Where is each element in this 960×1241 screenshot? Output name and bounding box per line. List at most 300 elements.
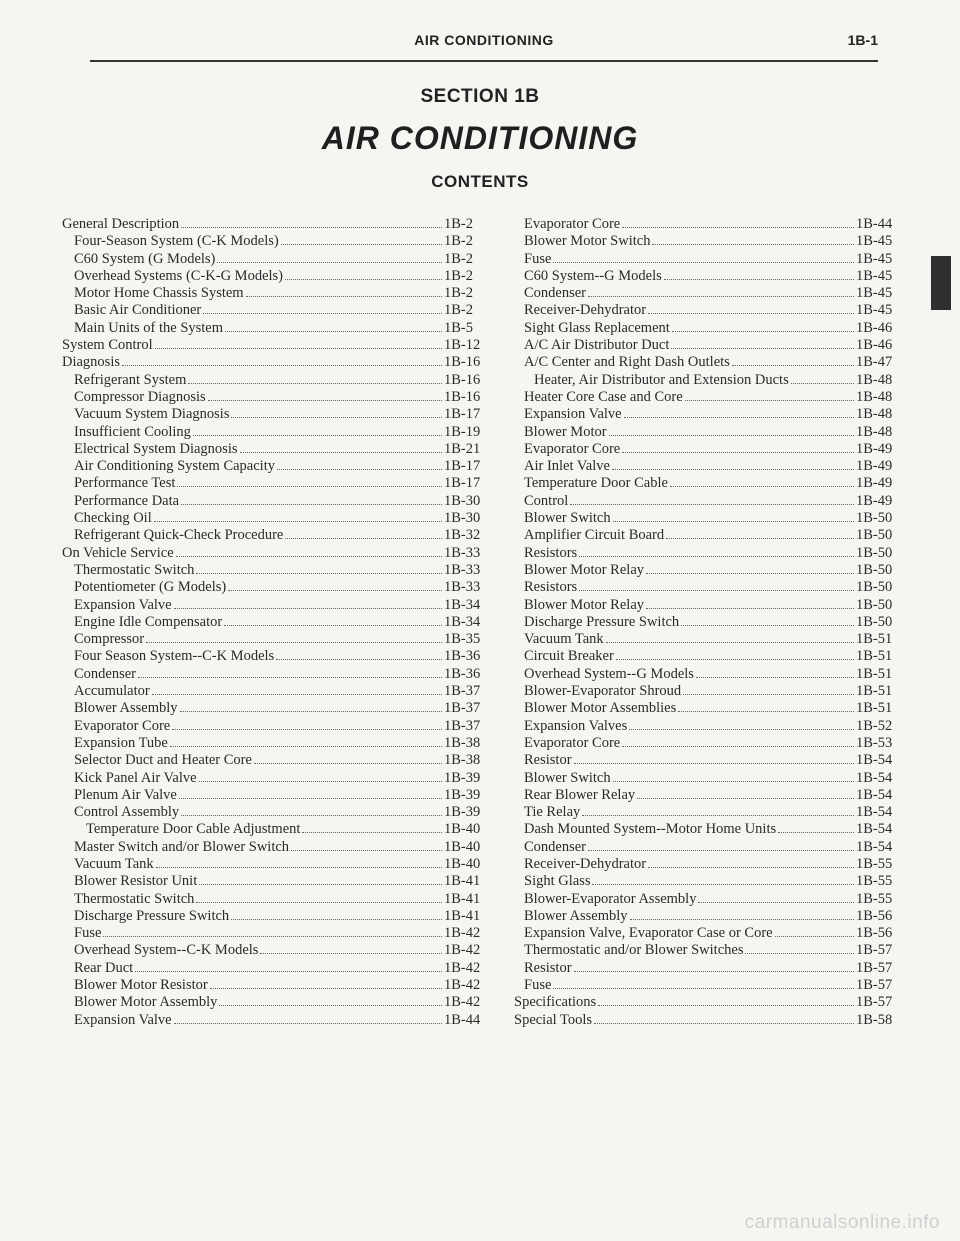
toc-leader-dots: [277, 458, 442, 470]
toc-entry: [512, 510, 898, 527]
toc-entry-page: 1B-21: [444, 440, 481, 457]
toc-leader-dots: [622, 735, 854, 747]
toc-entry-page: 1B-55: [856, 873, 893, 890]
toc-entry: [62, 942, 486, 959]
toc-entry: [62, 960, 486, 977]
toc-leader-dots: [181, 216, 442, 228]
toc-entry: [512, 597, 898, 614]
toc-entry: [62, 821, 486, 838]
toc-entry-label: Expansion Tube: [74, 734, 168, 751]
toc-leader-dots: [180, 700, 442, 712]
toc-entry: [512, 458, 898, 475]
toc-entry-label: Overhead System--C-K Models: [74, 942, 259, 959]
toc-entry-label: Condenser: [524, 285, 587, 302]
toc-entry-label: Blower Motor Switch: [524, 233, 651, 250]
toc-entry-label: Air Inlet Valve: [524, 458, 610, 475]
toc-entry-page: 1B-55: [856, 890, 893, 907]
toc-entry-page: 1B-2: [444, 267, 473, 284]
toc-entry-page: 1B-56: [856, 907, 893, 924]
toc-entry-page: 1B-49: [856, 475, 893, 492]
toc-entry-page: 1B-5: [444, 319, 473, 336]
toc-entry-label: Expansion Valve: [524, 406, 622, 423]
toc-entry-label: Sight Glass Replacement: [524, 319, 670, 336]
toc-entry-page: 1B-16: [444, 354, 481, 371]
toc-entry-page: 1B-30: [444, 510, 481, 527]
toc-leader-dots: [291, 839, 442, 851]
toc-entry-page: 1B-50: [856, 596, 893, 613]
toc-entry: [512, 216, 898, 233]
toc-entry-page: 1B-57: [856, 942, 893, 959]
toc-entry-label: Blower Motor Assembly: [74, 994, 218, 1011]
toc-entry-page: 1B-16: [444, 388, 481, 405]
toc-entry-label: Fuse: [74, 925, 102, 942]
toc-entry-label: Evaporator Core: [524, 216, 621, 232]
toc-leader-dots: [155, 337, 442, 349]
toc-leader-dots: [613, 770, 854, 782]
toc-entry-label: Discharge Pressure Switch: [74, 907, 230, 924]
toc-leader-dots: [579, 579, 854, 591]
toc-entry-label: Expansion Valves: [524, 717, 628, 734]
toc-entry-label: Performance Test: [74, 475, 176, 492]
toc-entry-page: 1B-42: [444, 925, 481, 942]
toc-entry: [62, 735, 486, 752]
toc-leader-dots: [553, 977, 854, 989]
toc-entry-label: Specifications: [514, 994, 597, 1011]
toc-entry-label: Condenser: [74, 665, 137, 682]
toc-entry-label: Diagnosis: [62, 354, 120, 371]
toc-leader-dots: [791, 372, 854, 384]
toc-entry: [512, 527, 898, 544]
toc-entry-page: 1B-33: [444, 579, 481, 596]
toc-entry-page: 1B-47: [856, 354, 893, 371]
toc-leader-dots: [193, 424, 442, 436]
toc-leader-dots: [138, 666, 442, 678]
toc-entry-page: 1B-54: [856, 838, 893, 855]
toc-leader-dots: [594, 1012, 854, 1024]
toc-entry: [62, 406, 486, 423]
toc-entry: [512, 562, 898, 579]
toc-entry-label: Fuse: [524, 977, 552, 994]
toc-entry: [512, 1012, 898, 1029]
toc-entry-page: 1B-54: [856, 786, 893, 803]
toc-leader-dots: [302, 821, 442, 833]
toc-entry-page: 1B-17: [444, 475, 481, 492]
toc-entry: [512, 475, 898, 492]
toc-entry: [62, 216, 486, 233]
toc-leader-dots: [609, 424, 854, 436]
toc-entry-label: Sight Glass: [524, 873, 591, 890]
toc-leader-dots: [685, 389, 854, 401]
toc-entry-page: 1B-2: [444, 285, 473, 302]
toc-entry: [512, 770, 898, 787]
toc-leader-dots: [199, 770, 442, 782]
toc-entry-page: 1B-58: [856, 1011, 893, 1028]
toc-entry-label: Condenser: [524, 838, 587, 855]
toc-entry: [512, 735, 898, 752]
toc-entry-page: 1B-40: [444, 855, 481, 872]
toc-entry: [62, 787, 486, 804]
toc-entry: [512, 960, 898, 977]
toc-entry: [512, 683, 898, 700]
toc-entry: [512, 406, 898, 423]
toc-entry: [512, 441, 898, 458]
toc-leader-dots: [228, 579, 442, 591]
toc-entry: [512, 251, 898, 268]
toc-entry-label: Tie Relay: [524, 804, 581, 821]
toc-entry-page: 1B-37: [444, 700, 481, 717]
toc-entry-label: Blower Assembly: [74, 700, 178, 717]
toc-entry-label: Fuse: [524, 250, 552, 267]
toc-entry: [62, 441, 486, 458]
toc-leader-dots: [225, 320, 442, 332]
header-title: AIR CONDITIONING: [414, 32, 554, 48]
toc-entry-page: 1B-39: [444, 786, 481, 803]
toc-entry-page: 1B-50: [856, 561, 893, 578]
toc-entry: [512, 579, 898, 596]
toc-entry-label: Engine Idle Compensator: [74, 613, 223, 630]
toc-entry-label: Blower Motor Assemblies: [524, 700, 677, 717]
toc-entry-page: 1B-37: [444, 683, 481, 700]
toc-entry: [512, 233, 898, 250]
toc-entry-label: Blower Motor Relay: [524, 596, 645, 613]
toc-leader-dots: [681, 614, 854, 626]
toc-leader-dots: [260, 942, 442, 954]
toc-entry-page: 1B-51: [856, 683, 893, 700]
toc-leader-dots: [285, 268, 442, 280]
toc-entry: [62, 372, 486, 389]
toc-entry-label: Heater, Air Distributor and Extension Ducts: [534, 371, 789, 388]
toc-entry-page: 1B-41: [444, 907, 481, 924]
toc-leader-dots: [588, 285, 854, 297]
toc-entry-page: 1B-54: [856, 769, 893, 786]
toc-leader-dots: [156, 856, 442, 868]
toc-entry: [512, 994, 898, 1011]
toc-entry: [62, 320, 486, 337]
toc-entry-page: 1B-54: [856, 821, 893, 838]
toc-entry-page: 1B-2: [444, 216, 473, 232]
toc-entry-label: System Control: [62, 337, 153, 354]
toc-entry-label: Electrical System Diagnosis: [74, 440, 238, 457]
toc-leader-dots: [203, 302, 442, 314]
toc-entry-label: Plenum Air Valve: [74, 786, 177, 803]
toc-entry: [62, 804, 486, 821]
toc-leader-dots: [152, 683, 442, 695]
toc-entry-page: 1B-39: [444, 804, 481, 821]
toc-entry-page: 1B-54: [856, 804, 893, 821]
toc-leader-dots: [646, 597, 854, 609]
toc-entry-page: 1B-45: [856, 250, 893, 267]
toc-entry: [512, 545, 898, 562]
toc-leader-dots: [154, 510, 442, 522]
toc-entry: [62, 752, 486, 769]
toc-entry-page: 1B-49: [856, 458, 893, 475]
toc-entry: [62, 510, 486, 527]
toc-entry-label: Insufficient Cooling: [74, 423, 191, 440]
toc-entry-page: 1B-54: [856, 752, 893, 769]
toc-entry-label: Overhead Systems (C-K-G Models): [74, 267, 284, 284]
toc-entry-page: 1B-57: [856, 959, 893, 976]
toc-entry: [62, 597, 486, 614]
toc-entry: [512, 354, 898, 371]
toc-entry-page: 1B-48: [856, 406, 893, 423]
toc-leader-dots: [574, 960, 854, 972]
toc-leader-dots: [570, 493, 854, 505]
toc-entry-page: 1B-51: [856, 700, 893, 717]
toc-entry-label: Selector Duct and Heater Core: [74, 752, 252, 769]
toc-leader-dots: [179, 787, 442, 799]
toc-right-column: [512, 216, 898, 1029]
toc-entry-page: 1B-42: [444, 942, 481, 959]
toc-entry-label: Vacuum System Diagnosis: [74, 406, 230, 423]
toc-leader-dots: [732, 354, 854, 366]
toc-entry-label: Refrigerant System: [74, 371, 187, 388]
toc-entry-label: Thermostatic Switch: [74, 890, 195, 907]
toc-leader-dots: [622, 216, 854, 228]
watermark: carmanualsonline.info: [744, 1212, 940, 1233]
toc-entry: [512, 942, 898, 959]
toc-leader-dots: [648, 856, 854, 868]
header-page-number: 1B-1: [847, 32, 878, 48]
toc-entry-label: Main Units of the System: [74, 319, 224, 336]
toc-leader-dots: [170, 735, 442, 747]
toc-leader-dots: [670, 475, 854, 487]
toc-entry-page: 1B-53: [856, 734, 893, 751]
toc-entry-page: 1B-16: [444, 371, 481, 388]
toc-leader-dots: [231, 406, 442, 418]
toc-entry-page: 1B-45: [856, 302, 893, 319]
toc-entry-page: 1B-51: [856, 648, 893, 665]
toc-entry-label: Checking Oil: [74, 510, 152, 527]
toc-leader-dots: [240, 441, 443, 453]
toc-leader-dots: [281, 233, 442, 245]
toc-entry-label: Receiver-Dehydrator: [524, 855, 647, 872]
toc-entry-page: 1B-45: [856, 233, 893, 250]
toc-entry-label: Blower Motor Resistor: [74, 977, 208, 994]
toc-entry-label: Evaporator Core: [524, 440, 621, 457]
toc-entry: [512, 337, 898, 354]
toc-entry-label: Four Season System--C-K Models: [74, 648, 275, 665]
toc-entry: [512, 666, 898, 683]
toc-entry: [512, 372, 898, 389]
toc-leader-dots: [174, 597, 442, 609]
toc-leader-dots: [775, 925, 854, 937]
toc-leader-dots: [606, 631, 854, 643]
toc-leader-dots: [648, 302, 854, 314]
toc-entry-label: Dash Mounted System--Motor Home Units: [524, 821, 777, 838]
toc-entry-label: Master Switch and/or Blower Switch: [74, 838, 290, 855]
toc-leader-dots: [678, 700, 854, 712]
toc-entry-page: 1B-33: [444, 544, 481, 561]
toc-entry: [62, 251, 486, 268]
toc-entry: [62, 268, 486, 285]
toc-entry: [62, 977, 486, 994]
toc-entry-page: 1B-38: [444, 752, 481, 769]
toc-leader-dots: [199, 873, 442, 885]
toc-leader-dots: [276, 648, 442, 660]
toc-leader-dots: [637, 787, 854, 799]
toc-entry: [512, 856, 898, 873]
toc-leader-dots: [671, 337, 854, 349]
toc-entry-page: 1B-2: [444, 233, 473, 250]
toc-entry-page: 1B-55: [856, 855, 893, 872]
toc-leader-dots: [698, 891, 854, 903]
toc-entry-page: 1B-38: [444, 734, 481, 751]
toc-entry-label: Basic Air Conditioner: [74, 302, 202, 319]
toc-entry: [512, 389, 898, 406]
toc-entry: [512, 700, 898, 717]
toc-entry-page: 1B-50: [856, 527, 893, 544]
toc-entry-page: 1B-48: [856, 423, 893, 440]
toc-entry-page: 1B-19: [444, 423, 481, 440]
toc-entry: [62, 424, 486, 441]
toc-leader-dots: [181, 493, 442, 505]
toc-entry: [62, 925, 486, 942]
toc-entry: [62, 562, 486, 579]
toc-entry-page: 1B-44: [444, 1011, 481, 1028]
toc-leader-dots: [598, 994, 854, 1006]
toc-entry-page: 1B-56: [856, 925, 893, 942]
section-tab-marker: [931, 256, 951, 310]
toc-entry-page: 1B-36: [444, 665, 481, 682]
toc-entry-page: 1B-44: [856, 216, 893, 232]
toc-entry: [512, 631, 898, 648]
toc-entry-page: 1B-35: [444, 631, 481, 648]
toc-entry: [512, 424, 898, 441]
toc-leader-dots: [629, 718, 854, 730]
toc-entry-label: Refrigerant Quick-Check Procedure: [74, 527, 284, 544]
toc-entry-label: Discharge Pressure Switch: [524, 613, 680, 630]
toc-leader-dots: [778, 821, 854, 833]
toc-entry-label: General Description: [62, 216, 180, 232]
toc-entry-label: Temperature Door Cable Adjustment: [86, 821, 301, 838]
toc-entry-label: Blower Motor Relay: [524, 561, 645, 578]
toc-entry: [62, 683, 486, 700]
toc-entry: [512, 285, 898, 302]
toc-entry-label: Overhead System--G Models: [524, 665, 694, 682]
toc-entry: [512, 891, 898, 908]
toc-leader-dots: [122, 354, 442, 366]
toc-entry-label: Four-Season System (C-K Models): [74, 233, 279, 250]
toc-entry-label: A/C Air Distributor Duct: [524, 337, 670, 354]
toc-entry-label: Performance Data: [74, 492, 180, 509]
toc-entry-label: Vacuum Tank: [74, 855, 154, 872]
toc-entry-label: Blower Assembly: [524, 907, 628, 924]
toc-entry: [512, 925, 898, 942]
toc-entry-page: 1B-34: [444, 596, 481, 613]
toc-entry-page: 1B-45: [856, 267, 893, 284]
toc-entry-label: Special Tools: [514, 1011, 593, 1028]
toc-entry-label: Blower-Evaporator Shroud: [524, 683, 682, 700]
toc-entry-label: Circuit Breaker: [524, 648, 614, 665]
toc-leader-dots: [579, 545, 854, 557]
toc-entry: [512, 718, 898, 735]
toc-entry: [62, 873, 486, 890]
toc-entry-page: 1B-49: [856, 492, 893, 509]
toc-entry: [512, 648, 898, 665]
toc-entry-page: 1B-41: [444, 890, 481, 907]
toc-leader-dots: [176, 545, 442, 557]
toc-entry-page: 1B-17: [444, 458, 481, 475]
toc-entry: [512, 873, 898, 890]
toc-entry-page: 1B-50: [856, 579, 893, 596]
toc-leader-dots: [196, 562, 442, 574]
toc-entry-label: Blower Switch: [524, 510, 611, 527]
toc-entry-label: C60 System (G Models): [74, 250, 216, 267]
toc-entry-label: Receiver-Dehydrator: [524, 302, 647, 319]
toc-entry: [62, 337, 486, 354]
toc-leader-dots: [664, 268, 854, 280]
toc-entry: [62, 994, 486, 1011]
toc-entry: [512, 614, 898, 631]
toc-entry-label: Control Assembly: [74, 804, 180, 821]
toc-entry-page: 1B-51: [856, 631, 893, 648]
toc-entry-page: 1B-17: [444, 406, 481, 423]
toc-entry: [62, 666, 486, 683]
toc-leader-dots: [177, 475, 442, 487]
toc-entry: [512, 908, 898, 925]
toc-entry-label: Vacuum Tank: [524, 631, 604, 648]
toc-entry-label: Resistors: [524, 579, 578, 596]
toc-leader-dots: [592, 873, 854, 885]
toc-entry-page: 1B-32: [444, 527, 481, 544]
toc-leader-dots: [217, 251, 442, 263]
toc-leader-dots: [181, 804, 442, 816]
toc-entry: [62, 233, 486, 250]
toc-leader-dots: [588, 839, 854, 851]
toc-entry: [62, 475, 486, 492]
toc-entry: [62, 354, 486, 371]
toc-entry: [512, 821, 898, 838]
toc-leader-dots: [188, 372, 442, 384]
toc-entry-page: 1B-42: [444, 959, 481, 976]
toc-leader-dots: [553, 251, 854, 263]
toc-leader-dots: [696, 666, 854, 678]
toc-entry-page: 1B-51: [856, 665, 893, 682]
toc-entry-label: Heater Core Case and Core: [524, 388, 683, 405]
toc-entry-page: 1B-39: [444, 769, 481, 786]
toc-entry-page: 1B-12: [444, 337, 481, 354]
toc-entry: [512, 320, 898, 337]
toc-leader-dots: [172, 718, 442, 730]
toc-entry-page: 1B-46: [856, 337, 893, 354]
toc-entry-page: 1B-34: [444, 613, 481, 630]
section-label: SECTION 1B: [420, 86, 540, 107]
toc-entry-label: Evaporator Core: [74, 717, 171, 734]
toc-entry: [512, 302, 898, 319]
toc-entry: [512, 787, 898, 804]
toc-entry: [62, 700, 486, 717]
toc-leader-dots: [285, 527, 442, 539]
toc-leader-dots: [219, 994, 442, 1006]
toc-entry-label: Rear Blower Relay: [524, 786, 636, 803]
toc-entry-label: Kick Panel Air Valve: [74, 769, 197, 786]
toc-entry-page: 1B-2: [444, 250, 473, 267]
toc-leader-dots: [624, 406, 854, 418]
toc-entry-page: 1B-30: [444, 492, 481, 509]
toc-entry: [62, 891, 486, 908]
toc-entry-page: 1B-49: [856, 440, 893, 457]
toc-entry-label: A/C Center and Right Dash Outlets: [524, 354, 730, 371]
toc-entry-label: Air Conditioning System Capacity: [74, 458, 275, 475]
toc-entry-label: Expansion Valve: [74, 1011, 172, 1028]
toc-entry-label: Motor Home Chassis System: [74, 285, 244, 302]
toc-entry-page: 1B-57: [856, 977, 893, 994]
toc-entry-label: Temperature Door Cable: [524, 475, 668, 492]
toc-leader-dots: [246, 285, 442, 297]
toc-entry-label: Amplifier Circuit Board: [524, 527, 665, 544]
toc-leader-dots: [622, 441, 854, 453]
toc-entry: [62, 718, 486, 735]
